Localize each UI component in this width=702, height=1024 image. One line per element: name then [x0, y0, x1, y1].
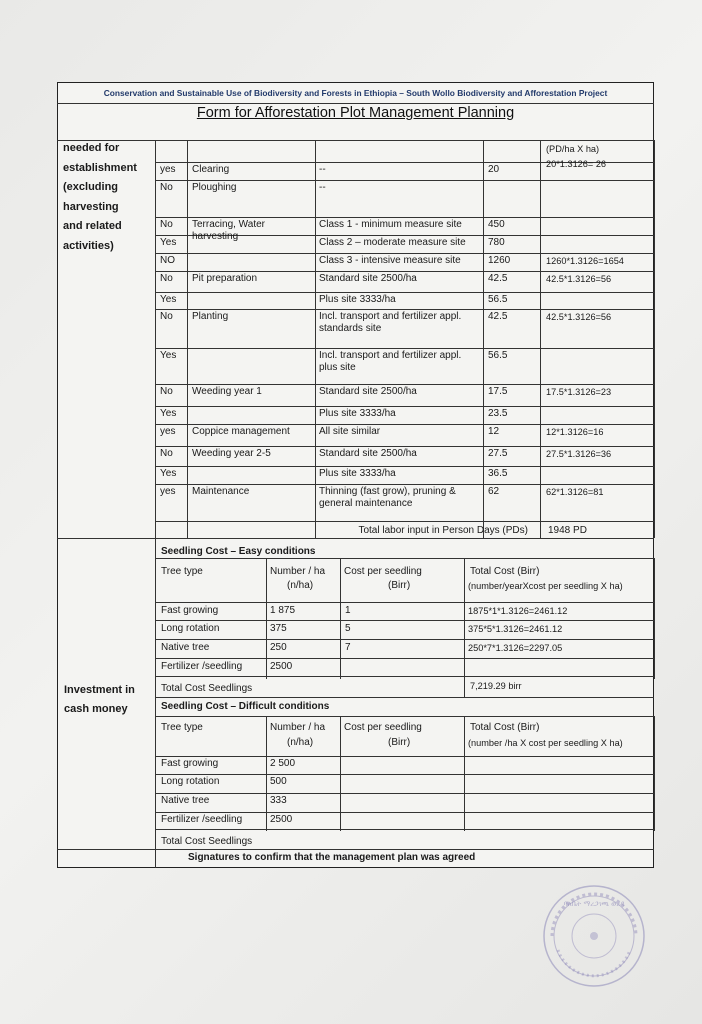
row-flag: Yes [160, 350, 177, 361]
table-rule [155, 602, 654, 603]
row-flag: No [160, 311, 173, 322]
seedling-number: 333 [270, 795, 287, 806]
row-total: 12*1.3126=16 [546, 427, 604, 437]
col-tree-type: Tree type [161, 722, 203, 733]
row-description: -- [319, 182, 326, 193]
row-activity: Maintenance [192, 486, 250, 497]
signatures-line: Signatures to confirm that the management plan was agreed [188, 852, 476, 863]
row-activity: Weeding year 1 [192, 386, 262, 397]
row-value: 42.5 [488, 273, 508, 284]
row-flag: No [160, 273, 173, 284]
row-description: Plus site 3333/ha [319, 408, 396, 419]
table-rule [155, 639, 654, 640]
col-cost-unit: (Birr) [388, 580, 411, 591]
row-description: Incl. transport and fertilizer appl. standards site [319, 311, 462, 334]
table-rule [155, 716, 654, 717]
row-flag: No [160, 448, 173, 459]
col-cost: Cost per seedling [344, 722, 422, 733]
row-flag: No [160, 219, 173, 230]
col-total: Total Cost (Birr) [470, 722, 540, 733]
table-rule [155, 140, 156, 538]
row-description: Class 2 – moderate measure site [319, 237, 466, 248]
row-activity: Pit preparation [192, 273, 258, 284]
row-description: Class 1 - minimum measure site [319, 219, 462, 230]
seedling-number: 500 [270, 776, 287, 787]
row-flag: yes [160, 426, 176, 437]
seedling-tree-type: Long rotation [161, 776, 220, 787]
table-rule [155, 558, 654, 559]
table-rule [315, 140, 316, 538]
labor-total-label: Total labor input in Person Days (PDs) [358, 525, 528, 536]
row-description: -- [319, 164, 326, 175]
seedling-tree-type: Native tree [161, 795, 210, 806]
labor-label-line: establishment [63, 161, 137, 174]
row-flag: Yes [160, 237, 177, 248]
table-rule [155, 424, 654, 425]
labor-label-line: harvesting [63, 200, 119, 213]
row-description: Thinning (fast grow), pruning & general maintenance [319, 486, 456, 509]
table-rule [155, 658, 654, 659]
labor-total-value: 1948 PD [548, 525, 587, 536]
seedling-number: 2 500 [270, 758, 296, 769]
project-header: Conservation and Sustainable Use of Biodiversity and Forests in Ethiopia – South Wollo Biodiversity and Afforestation Project [57, 82, 654, 104]
difficult-total-label: Total Cost Seedlings [161, 836, 253, 847]
col-number: Number / ha [270, 566, 326, 577]
row-description: Class 3 - intensive measure site [319, 255, 461, 266]
seedling-cost: 1 [345, 605, 351, 616]
table-rule [540, 140, 541, 538]
row-flag: Yes [160, 468, 177, 479]
row-description: Standard site 2500/ha [319, 273, 417, 284]
seedling-tree-type: Fast growing [161, 758, 219, 769]
table-rule [155, 384, 654, 385]
table-rule [57, 538, 654, 539]
table-rule [266, 558, 267, 679]
unit-header: (PD/ha X ha) [546, 144, 600, 154]
row-value: 20 [488, 164, 500, 175]
row-value: 1260 [488, 255, 511, 266]
table-rule [155, 521, 654, 522]
row-total: 1260*1.3126=1654 [546, 256, 624, 266]
unit-header: 20*1.3126= 26 [546, 159, 607, 169]
seedling-tree-type: Fast growing [161, 605, 219, 616]
seedling-number: 1 875 [270, 605, 296, 616]
row-description: Standard site 2500/ha [319, 448, 417, 459]
labor-label-line: (excluding [63, 181, 119, 193]
easy-title: Seedling Cost – Easy conditions [161, 546, 316, 557]
seedling-total: 1875*1*1.3126=2461.12 [468, 606, 568, 616]
row-activity: Weeding year 2-5 [192, 448, 271, 459]
row-description: Plus site 3333/ha [319, 294, 396, 305]
row-flag: Yes [160, 408, 177, 419]
row-flag: yes [160, 164, 176, 175]
row-value: 56.5 [488, 294, 508, 305]
row-value: 42.5 [488, 311, 508, 322]
table-rule [187, 140, 188, 538]
table-rule [483, 140, 484, 538]
table-rule [155, 406, 654, 407]
row-value: 56.5 [488, 350, 508, 361]
col-cost: Cost per seedling [344, 566, 422, 577]
row-activity: Ploughing [192, 182, 237, 193]
official-stamp [540, 876, 648, 996]
table-rule [654, 558, 655, 679]
table-rule [654, 140, 655, 538]
investment-label-line: Investment in [64, 684, 135, 696]
labor-label-line: activities) [63, 239, 114, 252]
seedling-total: 375*5*1.3126=2461.12 [468, 624, 563, 634]
row-total: 27.5*1.3126=36 [546, 449, 612, 459]
seedling-total: 250*7*1.3126=2297.05 [468, 643, 563, 653]
table-rule [155, 484, 654, 485]
seedling-number: 250 [270, 642, 287, 653]
difficult-title: Seedling Cost – Difficult conditions [161, 701, 330, 712]
row-flag: No [160, 182, 173, 193]
row-value: 36.5 [488, 468, 508, 479]
table-rule [654, 716, 655, 831]
table-rule [155, 217, 654, 218]
col-number-unit: (n/ha) [287, 580, 314, 591]
easy-total-label: Total Cost Seedlings [161, 683, 253, 694]
seedling-tree-type: Native tree [161, 642, 210, 653]
seedling-tree-type: Long rotation [161, 623, 220, 634]
row-description: Incl. transport and fertilizer appl. plus site [319, 350, 462, 373]
table-rule [464, 558, 465, 679]
row-description: Standard site 2500/ha [319, 386, 417, 397]
seedling-tree-type: Fertilizer /seedling [161, 661, 243, 672]
table-rule [155, 348, 654, 349]
table-rule [155, 774, 654, 775]
row-description: All site similar [319, 426, 381, 437]
row-total: 42.5*1.3126=56 [546, 312, 612, 322]
table-rule [155, 309, 654, 310]
row-activity: Planting [192, 311, 229, 322]
seedling-number: 2500 [270, 814, 293, 825]
table-rule [155, 253, 654, 254]
table-rule [155, 292, 654, 293]
table-rule [464, 679, 465, 697]
row-flag: yes [160, 486, 176, 497]
form-title: Form for Afforestation Plot Management Planning [196, 105, 515, 121]
table-rule [340, 558, 341, 679]
table-rule [57, 849, 654, 850]
easy-total-value: 7,219.29 birr [470, 681, 522, 691]
row-activity: Coppice management [192, 426, 290, 437]
row-total: 62*1.3126=81 [546, 487, 604, 497]
row-description: Plus site 3333/ha [319, 468, 396, 479]
row-value: 17.5 [488, 386, 508, 397]
col-number-unit: (n/ha) [287, 737, 314, 748]
table-rule [155, 466, 654, 467]
row-value: 62 [488, 486, 500, 497]
table-rule [155, 446, 654, 447]
row-value: 450 [488, 219, 505, 230]
investment-label-line: cash money [64, 703, 128, 715]
labor-label-line: and related [63, 220, 122, 232]
row-value: 23.5 [488, 408, 508, 419]
col-tree-type: Tree type [161, 566, 203, 577]
col-cost-unit: (Birr) [388, 737, 411, 748]
table-rule [155, 697, 654, 698]
row-flag: Yes [160, 294, 177, 305]
table-rule [155, 271, 654, 272]
table-rule [155, 793, 654, 794]
row-total: 17.5*1.3126=23 [546, 387, 612, 397]
seedling-cost: 5 [345, 623, 351, 634]
row-activity: Clearing [192, 164, 230, 175]
row-flag: No [160, 386, 173, 397]
table-rule [155, 829, 654, 830]
table-rule [155, 620, 654, 621]
table-rule [155, 180, 654, 181]
row-activity: Terracing, Water harvesting [192, 219, 265, 242]
labor-label-line: needed for [63, 142, 120, 154]
col-total-formula: (number /ha X cost per seedling X ha) [468, 738, 623, 748]
seedling-tree-type: Fertilizer /seedling [161, 814, 243, 825]
stamp-text: ባለቤት ማረጋገጫ ወረዳ [563, 900, 625, 908]
seedling-number: 2500 [270, 661, 293, 672]
row-value: 27.5 [488, 448, 508, 459]
col-total: Total Cost (Birr) [470, 566, 540, 577]
row-total: 42.5*1.3126=56 [546, 274, 612, 284]
row-value: 780 [488, 237, 505, 248]
table-rule [155, 812, 654, 813]
table-rule [57, 140, 654, 141]
row-flag: NO [160, 255, 175, 266]
col-number: Number / ha [270, 722, 326, 733]
table-rule [155, 756, 654, 757]
seedling-number: 375 [270, 623, 287, 634]
row-value: 12 [488, 426, 500, 437]
table-rule [155, 558, 156, 679]
seedling-cost: 7 [345, 642, 351, 653]
col-total-formula: (number/yearXcost per seedling X ha) [468, 581, 623, 591]
table-rule [155, 676, 654, 677]
